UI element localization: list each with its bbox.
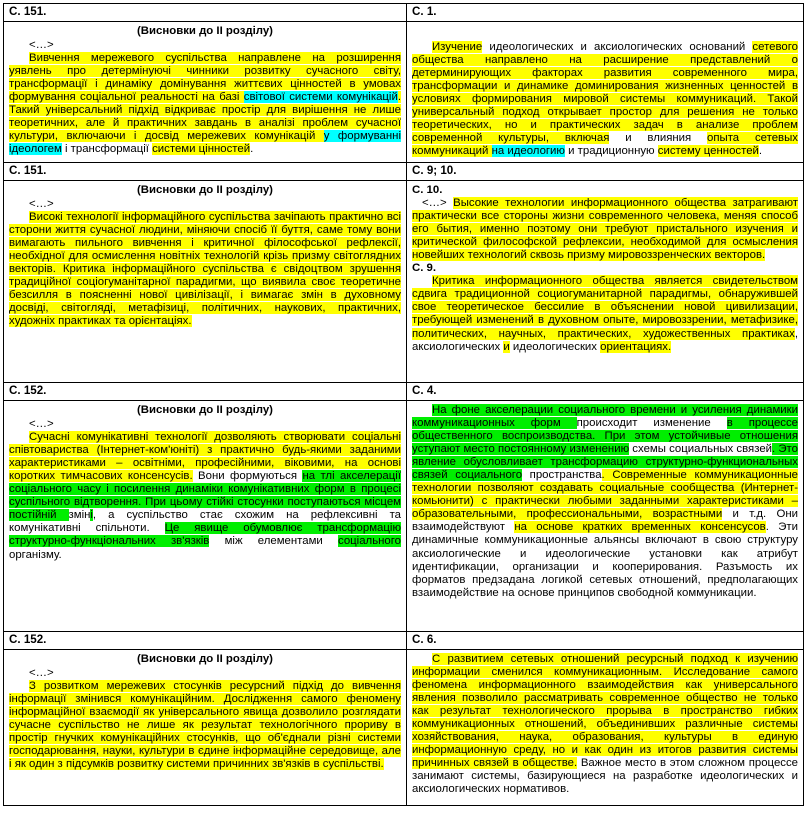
ellipsis: <…>: [29, 198, 54, 211]
sub-page-ref: С. 10.: [412, 184, 443, 196]
text-run: схемы социальных связей: [629, 443, 773, 456]
text-run: пространства: [522, 469, 602, 482]
left-cell: [4, 181, 407, 383]
highlight-green: і: [90, 509, 93, 522]
ellipsis: <…>: [29, 39, 54, 52]
row-header: [4, 163, 804, 181]
section-title: (Висновки до ІІ розділу): [137, 25, 273, 37]
highlight-yellow: . Современные коммуникационные технологии позволяют создавать социальные сообщества (Интернет-комьюнити) с практически любыми заданными характеристиками – образовательными, профессиональными, возрастными: [412, 469, 798, 521]
text-run: и традиционную: [564, 145, 658, 158]
paragraph: [412, 197, 798, 262]
left-page-ref: С. 151.: [4, 4, 407, 22]
text-run: і трансформації: [61, 143, 153, 156]
highlight-yellow: С развитием сетевых отношений ресурсный подход к изучению информации сменился коммуникационным. Исследование самого феномена информационного взаимодействия как универсального явления позволило рассматривать современное общество не только как результат технологического прорыва в пространство гибких коммуникационных отношений, объединивших различные системы хозяйствования, наука, образования, культуры в единую информационную среду, но и как один из итогов развития системы причинных связей в обществе.: [412, 653, 798, 770]
row-body: [4, 22, 804, 163]
text-run: .: [758, 145, 763, 158]
right-page-ref: С. 6.: [407, 632, 804, 650]
highlight-yellow: и: [503, 340, 510, 353]
left-cell: [4, 22, 407, 163]
left-cell: [4, 650, 407, 806]
section-title: (Висновки до ІІ розділу): [137, 404, 273, 416]
row-header: [4, 383, 804, 401]
highlight-yellow: Високі технології інформаційного суспільства зачіпають практично всі сторони життя сучасної людини, міняючи спосіб її буття, саме тому вони вимагають пильного вивчення і критичної філософської рефлексії, необхідної для осмислення новітніх технологій крізь призму світоглядних векторів. Критика інформаційного суспільства є свідоцтвом зрушення традиційної соціогуманітарної парадигми, що виявила своє теоретичне безсилля в поясненні нової цивілізації, і вимагає змін в духовному досвіді, світогляді, метафізиці, політичних, наукових, практичних, художніх практиках та орієнтаціях.: [9, 211, 401, 328]
highlight-yellow: Вивчення мережевого суспільства направлене на розширення уявлень про детермінуючі чинники розвитку сучасного світу, трансформації і динаміку домінування життєвих цінностей в умовах формування соціальної реальності на базі: [9, 52, 401, 104]
right-page-ref: С. 9; 10.: [407, 163, 804, 181]
paragraph: [9, 52, 401, 156]
right-page-ref: С. 4.: [407, 383, 804, 401]
row-body: [4, 181, 804, 383]
highlight-yellow: на основе кратких временных консенсусов: [514, 521, 766, 534]
highlight-green: на тлі акселерації соціального часу і посилення динаміки комунікативних форм в процесі суспільного відтворення. При цьому стійкі стосунки поступаються місцем постійній: [9, 470, 401, 522]
text-run: . Эти динамичные коммуникационные альянсы включают в свою структуру аксиологические и идеологические установки как атрибут идентификации, организации и кооперирования. Разъмость их форматов предзадана логикой сетевых отношений, предполагающих взаимодействие на основе принципов свободной коммуникации.: [412, 521, 798, 599]
right-cell: [407, 181, 804, 383]
paragraph: [412, 404, 798, 600]
text-run: идеологических: [509, 340, 601, 353]
paragraph: [9, 211, 401, 328]
highlight-green: в процессе общественного воспроизводства. При этом устойчивые отношения уступают место постоянному изменению: [412, 417, 799, 456]
highlight-yellow: системи цінностей: [152, 143, 251, 156]
text-run: організму.: [9, 548, 62, 561]
paragraph: [412, 275, 798, 353]
highlight-cyan: на идеологию: [491, 145, 565, 158]
highlight-green: На фоне акселерации социального времени и усиления динамики коммуникационных форм: [412, 404, 798, 430]
text-run: <…>: [422, 197, 454, 210]
row-header: [4, 4, 804, 22]
text-run: идеологических и аксиологических оснований: [482, 41, 753, 53]
text-run: змін: [68, 509, 91, 522]
left-page-ref: С. 151.: [4, 163, 407, 181]
highlight-yellow: сетевого общества направлено на расширение представлений о детерминирующих факторах развития современного мира, трансформации и динамике доминирования жизненных ценностей в условиях формирования мировой системы коммуникаций. Такой универсальный подход открывает простор для решения не только теоретических, но и практических задач в анализе проблем современной культуры, включая: [412, 41, 798, 145]
text-run: .: [250, 143, 254, 156]
text-run: Вони формуються: [192, 470, 303, 483]
right-page-ref: С. 1.: [407, 4, 804, 22]
highlight-green: . Это явление обусловливает трансформацию структурно-функциональных связей социального: [412, 443, 798, 482]
text-run: и влияния: [609, 132, 708, 145]
highlight-yellow: опыта сетевых коммуникаций: [412, 132, 798, 158]
section-title: (Висновки до ІІ розділу): [137, 653, 273, 665]
highlight-yellow: ориентациях.: [600, 340, 672, 353]
highlight-cyan: світової системи комунікацій: [243, 91, 398, 104]
row-body: [4, 401, 804, 632]
text-run: происходит изменение: [576, 417, 727, 430]
right-cell: [407, 650, 804, 806]
highlight-green: Це явище обумовлює трансформацію структурно-функціональних зв'язків: [9, 522, 401, 548]
highlight-green: соціального: [338, 535, 401, 548]
row-body: [4, 650, 804, 806]
row-header: [4, 632, 804, 650]
highlight-yellow: Сучасні комунікативні технології дозволяють створювати соціальні співтовариства (Інтернет-ком'юніті) з практично будь-якими заданими характеристиками – освітніми, професійними, віковими, на основі коротких тимчасових консенсусів.: [9, 431, 401, 483]
highlight-yellow: систему ценностей: [657, 145, 759, 158]
highlight-yellow: З розвитком мережевих стосунків ресурсний підхід до вивчення інформації змінився комунікаційним. Дослідження самого феномену інформаційної взаємодії як універсального явища дозволило розглядати сучасне суспільство не лише як результат технологічного прориву в простір гнучких комунікаційних стосунків, що об'єднали різні системи господарювання, науки, культури в єдине інформаційне середовище, але і як один з підсумків розвитку системи причинних зв'язків в суспільстві.: [9, 680, 401, 771]
highlight-cyan: у формуванні ідеологем: [9, 130, 401, 156]
right-cell: [407, 401, 804, 632]
text-run: и т.д. Они взаимодействуют: [412, 508, 798, 534]
text-run: між елементами: [209, 535, 338, 548]
highlight-yellow: Изучение: [432, 41, 483, 53]
text-run: , а суспільство стає схожим на рефлексивні та комунікативні спільноти.: [9, 509, 401, 535]
right-cell: [407, 22, 804, 163]
sub-page-ref: С. 9.: [412, 262, 437, 275]
highlight-yellow: Критика информационного общества является свидетельством сдвига традиционной социогуманитарной парадигмы, обнаружившей свое теоретическое бессилие в объяснении новой цивилизации, требующей изменений в духовном опыте, мировоззрении, метафизике, политических, научных, практических, художественных практиках: [412, 275, 798, 340]
text-run: , аксиологических: [412, 327, 798, 353]
ellipsis: <…>: [29, 418, 54, 431]
highlight-yellow: Высокие технологии информационного общества затрагивают практически все стороны жизни современного человека, меняя способ его бытия, именно поэтому они требуют пристального изучения и критической философской рефлексии, необходимой для осмысления новейших технологий сквозь призму мировоззренческих векторов.: [412, 197, 799, 262]
text-run: Важное место в этом сложном процессе занимают системы, базирующиеся на разработке идеологических и аксиологических нормативов.: [412, 757, 799, 796]
paragraph: [9, 431, 401, 561]
paragraph: [9, 680, 401, 771]
section-title: (Висновки до ІІ розділу): [137, 184, 273, 196]
comparison-table: [3, 3, 804, 806]
highlight-yellow: . Такий універсальний підхід відкриває простір для вирішення не лише теоретичних, але й практичних завдань в аналізі проблем сучасної культури, включаючи і досвід мережевих комунікацій: [9, 91, 401, 143]
left-cell: [4, 401, 407, 632]
ellipsis: <…>: [29, 667, 54, 680]
paragraph: [412, 653, 798, 797]
left-page-ref: С. 152.: [4, 632, 407, 650]
left-page-ref: С. 152.: [4, 383, 407, 401]
paragraph: [412, 41, 798, 158]
